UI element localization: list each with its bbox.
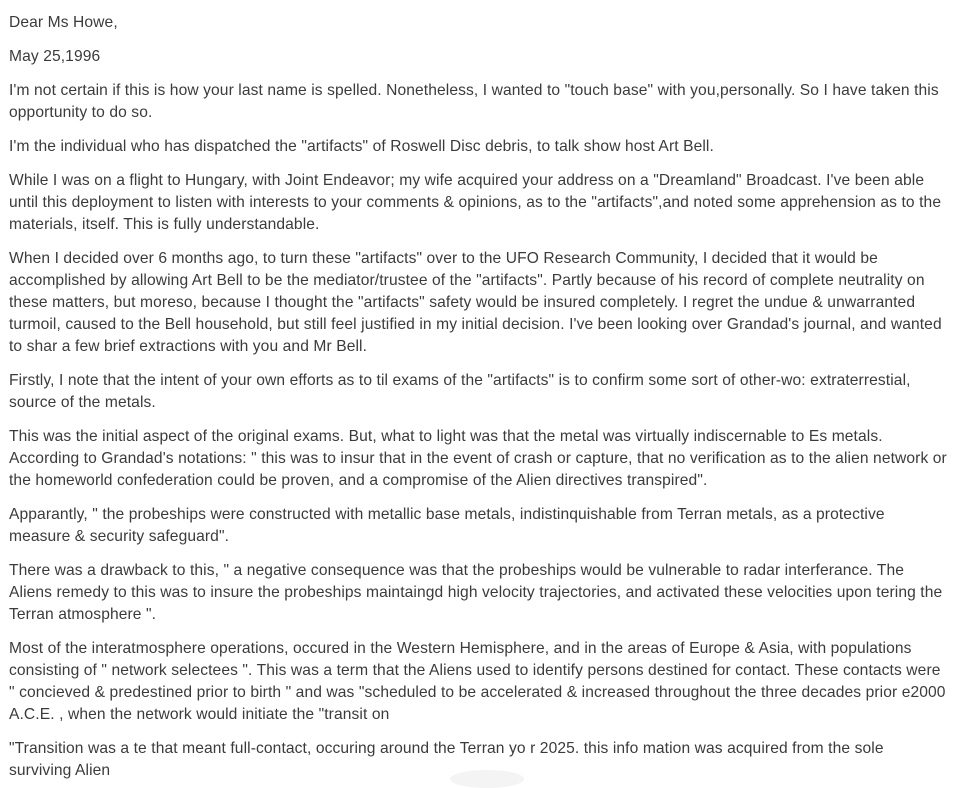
letter-date: May 25,1996 xyxy=(9,48,101,65)
paragraph: When I decided over 6 months ago, to turn these "artifacts" over to the UFO Research Community, I decided that it would be accomplished by allowing Art Bell to be the mediator/trustee of the "artifacts". Partly because of his record of complete neutrality on these matters, but moreso, because I thought the "artifacts" safety would be insured completely. I regret the undue & unwarranted turmoil, caused to the Bell household, but still feel justified in my initial decision. I've been looking over Grandad's journal, and wanted to shar a few brief extractions with you and Mr Bell. xyxy=(9,250,942,355)
letter-body xyxy=(9,80,949,782)
paragraph: Firstly, I note that the intent of your own efforts as to til exams of the "artifacts" is to confirm some sort of other-wo: extraterrestial, source of the metals. xyxy=(9,372,911,411)
salutation: Dear Ms Howe, xyxy=(9,14,118,31)
paragraph: There was a drawback to this, " a negative consequence was that the probeships would be vulnerable to radar interferance. The Aliens remedy to this was to insure the probeships maintaingd high velocity trajectories, and activated these velocities upon tering the Terran atmosphere ". xyxy=(9,562,943,623)
paragraph: This was the initial aspect of the original exams. But, what to light was that the metal was virtually indiscernable to Es metals. According to Grandad's notations: " this was to insur that in the event of crash or capture, that no verification as to the alien network or the homeworld confederation could be proven, and a compromise of the Alien directives transpired". xyxy=(9,428,947,489)
paragraph: I'm the individual who has dispatched the "artifacts" of Roswell Disc debris, to talk show host Art Bell. xyxy=(9,138,714,155)
paragraph: I'm not certain if this is how your last name is spelled. Nonetheless, I wanted to "touch base" with you,personally. So I have taken this opportunity to do so. xyxy=(9,82,939,121)
paragraph: Most of the interatmosphere operations, occured in the Western Hemisphere, and in the areas of Europe & Asia, with populations consisting of " network selectees ". This was a term that the Aliens used to identify persons destined for contact. These contacts were " concieved & predestined prior to birth " and was "scheduled to be accelerated & increased throughout the three decades prior e2000 A.C.E. , when the network would initiate the "transit on xyxy=(9,640,946,723)
paragraph: "Transition was a te that meant full-contact, occuring around the Terran yo r 2025. this info mation was acquired from the sole surviving Alien xyxy=(9,740,884,779)
paragraph: Apparantly, " the probeships were constructed with metallic base metals, indistinquishable from Terran metals, as a protective measure & security safeguard". xyxy=(9,506,885,545)
paragraph: While I was on a flight to Hungary, with Joint Endeavor; my wife acquired your address on a "Dreamland" Broadcast. I've been able until this deployment to listen with interests to your comments & opinions, as to the "artifacts",and noted some apprehension as to the materials, itself. This is fully understandable. xyxy=(9,172,942,233)
bottom-cutoff-shape xyxy=(450,770,524,788)
